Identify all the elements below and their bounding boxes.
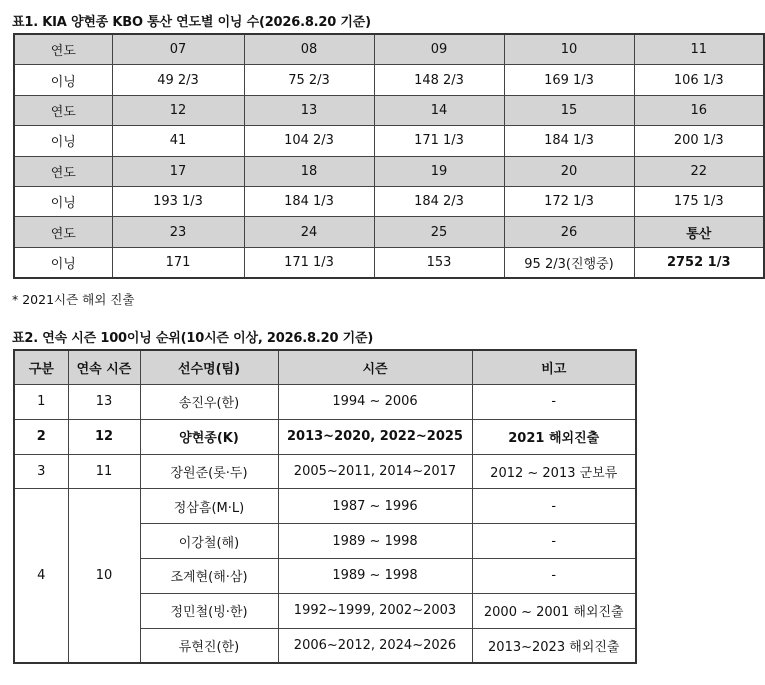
innings-cell: 175 1/3 xyxy=(634,186,764,216)
table1-note: * 2021시즌 해외 진출 xyxy=(12,292,135,307)
player-cell: 이강철(해) xyxy=(140,524,278,559)
seasons-cell: 1989 ~ 1998 xyxy=(278,558,472,593)
innings-cell: 184 1/3 xyxy=(504,126,634,156)
table2-caption: 표2. 연속 시즌 100이닝 순위(10시즌 이상, 2026.8.20 기준) xyxy=(12,331,374,346)
year-cell: 23 xyxy=(112,217,244,247)
year-label-cell: 연도 xyxy=(14,217,112,247)
column-header: 시즌 xyxy=(278,350,472,385)
player-cell: 장원준(롯·두) xyxy=(140,454,278,489)
innings-label-cell: 이닝 xyxy=(14,247,112,278)
year-cell: 07 xyxy=(112,34,244,65)
innings-cell: 171 xyxy=(112,247,244,278)
column-header: 연속 시즌 xyxy=(68,350,140,385)
innings-row xyxy=(14,65,764,95)
innings-cell: 184 2/3 xyxy=(374,186,504,216)
seasons-cell: 2006~2012, 2024~2026 xyxy=(278,628,472,663)
innings-cell: 75 2/3 xyxy=(244,65,374,95)
remark-cell: - xyxy=(472,489,636,524)
rank-cell: 3 xyxy=(14,454,68,489)
player-cell: 정삼흠(M·L) xyxy=(140,489,278,524)
year-cell: 11 xyxy=(634,34,764,65)
innings-cell: 106 1/3 xyxy=(634,65,764,95)
remark-cell: - xyxy=(472,524,636,559)
player-cell: 양현종(K) xyxy=(140,419,278,454)
innings-label-cell: 이닝 xyxy=(14,65,112,95)
seasons-cell: 1989 ~ 1998 xyxy=(278,524,472,559)
innings-cell: 148 2/3 xyxy=(374,65,504,95)
innings-cell: 2752 1/3 xyxy=(634,247,764,278)
year-cell: 통산 xyxy=(634,217,764,247)
year-label-cell: 연도 xyxy=(14,95,112,125)
rank-cell: 2 xyxy=(14,419,68,454)
remark-cell: 2000 ~ 2001 해외진출 xyxy=(472,593,636,628)
year-header-row xyxy=(14,34,764,65)
year-cell: 08 xyxy=(244,34,374,65)
innings-cell: 171 1/3 xyxy=(374,126,504,156)
innings-cell: 153 xyxy=(374,247,504,278)
column-header: 선수명(팀) xyxy=(140,350,278,385)
streak-cell: 12 xyxy=(68,419,140,454)
year-cell: 13 xyxy=(244,95,374,125)
remark-cell: 2013~2023 해외진출 xyxy=(472,628,636,663)
seasons-cell: 2005~2011, 2014~2017 xyxy=(278,454,472,489)
year-cell: 10 xyxy=(504,34,634,65)
year-cell: 20 xyxy=(504,156,634,186)
year-label-cell: 연도 xyxy=(14,34,112,65)
year-cell: 14 xyxy=(374,95,504,125)
table-row xyxy=(14,385,636,420)
innings-cell: 104 2/3 xyxy=(244,126,374,156)
year-cell: 22 xyxy=(634,156,764,186)
innings-cell: 49 2/3 xyxy=(112,65,244,95)
rank-cell: 4 xyxy=(14,489,68,663)
innings-row xyxy=(14,247,764,278)
remark-cell: - xyxy=(472,558,636,593)
table1-caption: 표1. KIA 양현종 KBO 통산 연도별 이닝 수(2026.8.20 기준) xyxy=(12,15,371,30)
year-cell: 18 xyxy=(244,156,374,186)
innings-cell: 169 1/3 xyxy=(504,65,634,95)
year-label-cell: 연도 xyxy=(14,156,112,186)
innings-label-cell: 이닝 xyxy=(14,126,112,156)
player-cell: 송진우(한) xyxy=(140,385,278,420)
player-cell: 류현진(한) xyxy=(140,628,278,663)
year-cell: 17 xyxy=(112,156,244,186)
yearly-innings-table xyxy=(13,33,765,279)
streak-cell: 10 xyxy=(68,489,140,663)
innings-label-cell: 이닝 xyxy=(14,186,112,216)
seasons-cell: 1987 ~ 1996 xyxy=(278,489,472,524)
column-header: 구분 xyxy=(14,350,68,385)
year-cell: 09 xyxy=(374,34,504,65)
year-cell: 25 xyxy=(374,217,504,247)
year-header-row xyxy=(14,217,764,247)
remark-cell: 2021 해외진출 xyxy=(472,419,636,454)
remark-cell: - xyxy=(472,385,636,420)
innings-row xyxy=(14,126,764,156)
year-cell: 12 xyxy=(112,95,244,125)
player-cell: 조계현(해·삼) xyxy=(140,558,278,593)
column-header: 비고 xyxy=(472,350,636,385)
seasons-cell: 1994 ~ 2006 xyxy=(278,385,472,420)
innings-cell: 171 1/3 xyxy=(244,247,374,278)
innings-cell: 41 xyxy=(112,126,244,156)
year-cell: 19 xyxy=(374,156,504,186)
year-header-row xyxy=(14,95,764,125)
streak-cell: 13 xyxy=(68,385,140,420)
rank-cell: 1 xyxy=(14,385,68,420)
remark-cell: 2012 ~ 2013 군보류 xyxy=(472,454,636,489)
innings-row xyxy=(14,186,764,216)
innings-cell: 95 2/3(진행중) xyxy=(504,247,634,278)
year-cell: 16 xyxy=(634,95,764,125)
year-cell: 26 xyxy=(504,217,634,247)
seasons-cell: 1992~1999, 2002~2003 xyxy=(278,593,472,628)
innings-cell: 172 1/3 xyxy=(504,186,634,216)
player-cell: 정민철(빙·한) xyxy=(140,593,278,628)
consecutive-seasons-table xyxy=(13,349,637,664)
table-row xyxy=(14,454,636,489)
seasons-cell: 2013~2020, 2022~2025 xyxy=(278,419,472,454)
innings-cell: 200 1/3 xyxy=(634,126,764,156)
year-cell: 24 xyxy=(244,217,374,247)
innings-cell: 184 1/3 xyxy=(244,186,374,216)
year-cell: 15 xyxy=(504,95,634,125)
streak-cell: 11 xyxy=(68,454,140,489)
table-row xyxy=(14,489,636,524)
table-row xyxy=(14,419,636,454)
year-header-row xyxy=(14,156,764,186)
innings-cell: 193 1/3 xyxy=(112,186,244,216)
